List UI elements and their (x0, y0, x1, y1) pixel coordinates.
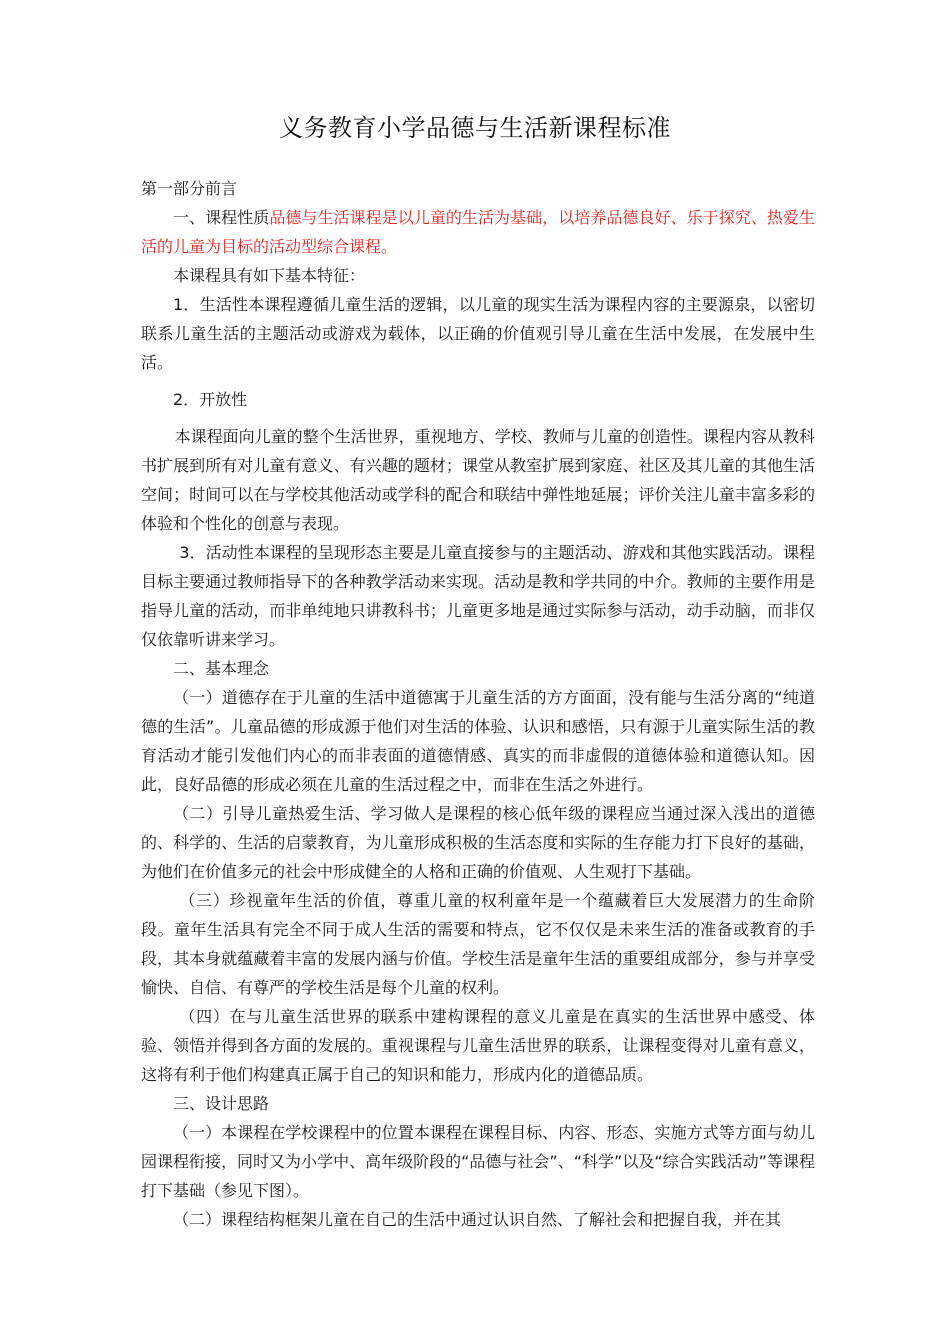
design-idea-2: （二）课程结构框架儿童在自己的生活中通过认识自然、了解社会和把握自我，并在其 (173, 1210, 782, 1229)
feature-2-heading: 2．开放性 (173, 390, 248, 409)
course-nature-definition: 品德与生活课程是以儿童的生活为基础，以培养品德良好、乐于探究、热爱生活的儿童为目标的活动型综合课程。 (141, 208, 815, 256)
section-2-heading: 二、基本理念 (173, 659, 270, 678)
basic-concept-3: （三）珍视童年生活的价值，尊重儿童的权利童年是一个蕴藏着巨大发展潜力的生命阶段。童年生活具有完全不同于成人生活的需要和特点，它不仅仅是未来生活的准备或教育的手段，其本身就蕴藏着丰富的发展内涵与价值。学校生活是童年生活的重要组成部分，参与并享受愉快、自信、有尊严的学校生活是每个儿童的权利。 (141, 891, 815, 997)
document-title: 义务教育小学品德与生活新课程标准 (279, 114, 671, 142)
design-idea-1: （一）本课程在学校课程中的位置本课程在课程目标、内容、形态、实施方式等方面与幼儿园课程衔接，同时又为小学中、高年级阶段的“品德与社会”、“科学”以及“综合实践活动”等课程打下基础（参见下图）。 (141, 1123, 815, 1200)
basic-concept-2: （二）引导儿童热爱生活、学习做人是课程的核心低年级的课程应当通过深入浅出的道德的、科学的、生活的启蒙教育，为儿童形成积极的生活态度和实际的生存能力打下良好的基础，为他们在价值多元的社会中形成健全的人格和正确的价值观、人生观打下基础。 (141, 804, 815, 881)
feature-2-body: 本课程面向儿童的整个生活世界，重视地方、学校、教师与儿童的创造性。课程内容从教科书扩展到所有对儿童有意义、有兴趣的题材；课堂从教室扩展到家庭、社区及其儿童的其他生活空间；时间可以在与学校其他活动或学科的配合和联结中弹性地延展；评价关注儿童丰富多彩的体验和个性化的创意与表现。 (141, 427, 815, 533)
document-body (141, 174, 815, 1234)
feature-1-paragraph: 1．生活性本课程遵循儿童生活的逻辑，以儿童的现实生活为课程内容的主要源泉，以密切联系儿童生活的主题活动或游戏为载体，以正确的价值观引导儿童在生活中发展，在发展中生活。 (141, 295, 815, 372)
course-nature-paragraph (141, 203, 815, 261)
basic-concept-1: （一）道德存在于儿童的生活中道德寓于儿童生活的方方面面，没有能与生活分离的“纯道德的生活”。儿童品德的形成源于他们对生活的体验、认识和感悟，只有源于儿童实际生活的教育活动才能引发他们内心的而非表面的道德情感、真实的而非虚假的道德体验和道德认知。因此，良好品德的形成必须在儿童的生活过程之中，而非在生活之外进行。 (141, 688, 815, 794)
basic-concept-4: （四）在与儿童生活世界的联系中建构课程的意义儿童是在真实的生活世界中感受、体验、领悟并得到各方面的发展的。重视课程与儿童生活世界的联系，让课程变得对儿童有意义，这将有利于他们构建真正属于自己的知识和能力，形成内化的道德品质。 (141, 1007, 815, 1084)
course-nature-heading: 一、课程性质 (173, 208, 270, 227)
feature-3-paragraph: 3．活动性本课程的呈现形态主要是儿童直接参与的主题活动、游戏和其他实践活动。课程目标主要通过教师指导下的各种教学活动来实现。活动是教和学共同的中介。教师的主要作用是指导儿童的活动，而非单纯地只讲教科书；儿童更多地是通过实际参与活动，动手动脑，而非仅仅依靠听讲来学习。 (141, 543, 815, 649)
features-intro: 本课程具有如下基本特征： (173, 266, 366, 285)
section-3-heading: 三、设计思路 (173, 1094, 270, 1113)
part-heading: 第一部分前言 (141, 179, 238, 198)
